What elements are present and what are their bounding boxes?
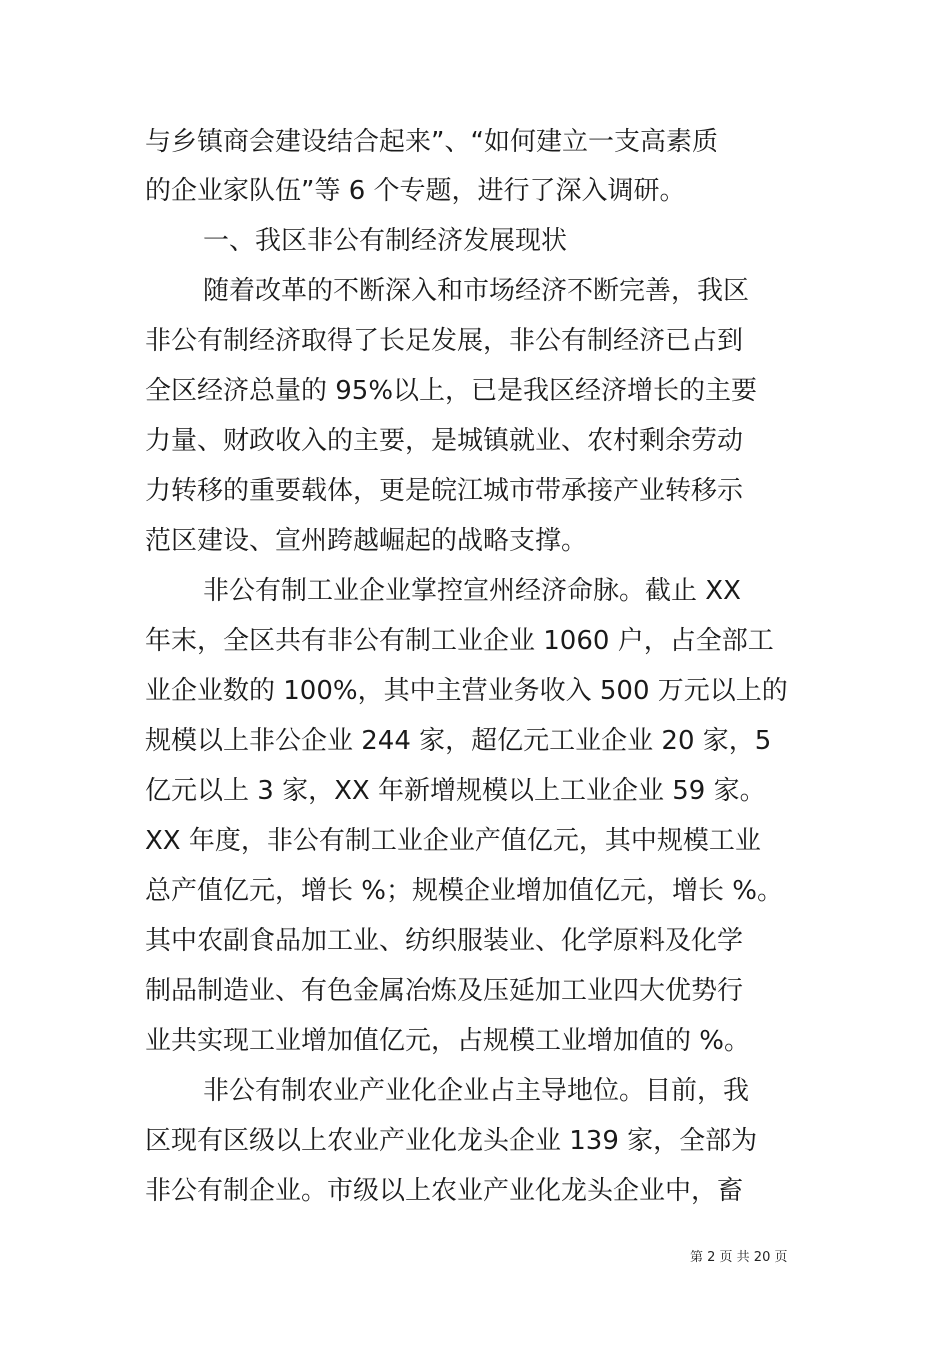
body-line-18: 制品制造业、有色金属冶炼及压延加工业四大优势行 <box>145 976 744 1006</box>
body-line-10: 非公有制工业企业掌控宣州经济命脉。截止 XX <box>203 576 741 606</box>
body-line-4: 随着改革的不断深入和市场经济不断完善，我区 <box>203 276 750 306</box>
body-line-11: 年末，全区共有非公有制工业企业 1060 户，占全部工 <box>145 626 774 656</box>
page-number-footer: 第 2 页 共 20 页 <box>690 1250 788 1265</box>
body-line-8: 力转移的重要载体，更是皖江城市带承接产业转移示 <box>145 476 744 506</box>
body-line-14: 亿元以上 3 家，XX 年新增规模以上工业企业 59 家。 <box>145 776 766 806</box>
body-line-15: XX 年度，非公有制工业企业产值亿元，其中规模工业 <box>145 826 761 856</box>
body-line-20: 非公有制农业产业化企业占主导地位。目前，我 <box>203 1076 750 1106</box>
body-line-12: 业企业数的 100%，其中主营业务收入 500 万元以上的 <box>145 676 788 706</box>
body-line-16: 总产值亿元，增长 %；规模企业增加值亿元，增长 %。 <box>145 876 783 906</box>
section-heading: 一、我区非公有制经济发展现状 <box>203 226 568 256</box>
body-line-6: 全区经济总量的 95%以上，已是我区经济增长的主要 <box>145 376 758 406</box>
body-line-17: 其中农副食品加工业、纺织服装业、化学原料及化学 <box>145 926 744 956</box>
body-line-19: 业共实现工业增加值亿元，占规模工业增加值的 %。 <box>145 1026 750 1056</box>
body-line-13: 规模以上非公企业 244 家，超亿元工业企业 20 家，5 <box>145 726 772 756</box>
body-line-22: 非公有制企业。市级以上农业产业化龙头企业中，畜 <box>145 1176 744 1206</box>
body-line-7: 力量、财政收入的主要，是城镇就业、农村剩余劳动 <box>145 426 744 456</box>
body-line-9: 范区建设、宣州跨越崛起的战略支撑。 <box>145 526 588 556</box>
body-line-21: 区现有区级以上农业产业化龙头企业 139 家，全部为 <box>145 1126 758 1156</box>
body-line-5: 非公有制经济取得了长足发展，非公有制经济已占到 <box>145 326 744 356</box>
body-line-2: 的企业家队伍”等 6 个专题，进行了深入调研。 <box>145 176 686 206</box>
body-line-1: 与乡镇商会建设结合起来”、“如何建立一支高素质 <box>145 127 718 157</box>
